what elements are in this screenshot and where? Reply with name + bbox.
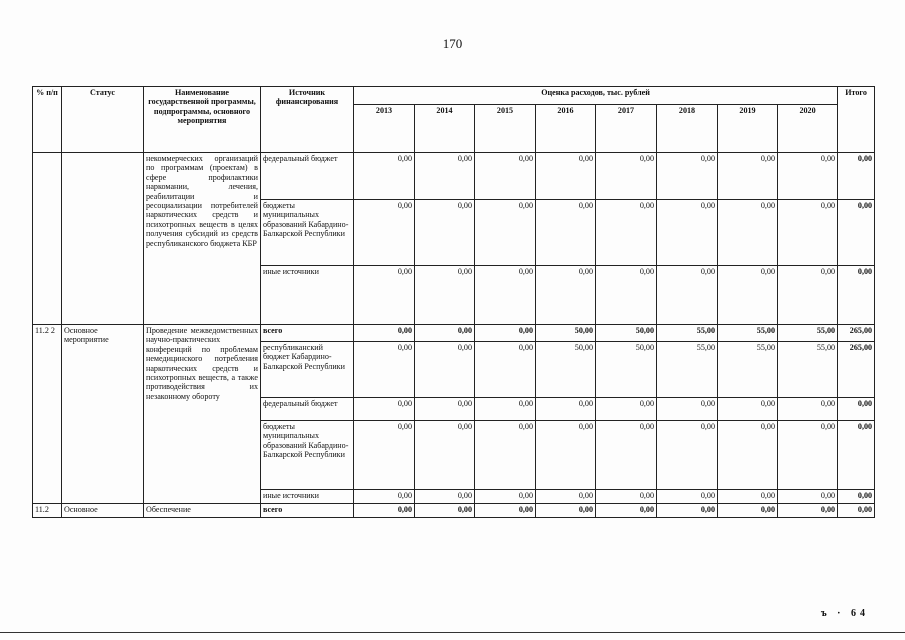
total-cell: 0,00 — [838, 266, 875, 325]
value-cell: 0,00 — [596, 266, 657, 325]
value-cell: 0,00 — [718, 504, 778, 518]
table-row — [33, 153, 875, 200]
value-cell: 0,00 — [415, 421, 475, 490]
value-cell: 50,00 — [596, 325, 657, 342]
total-cell: 0,00 — [838, 398, 875, 421]
value-cell: 0,00 — [596, 200, 657, 266]
value-cell: 0,00 — [354, 266, 415, 325]
header-year: 2015 — [475, 105, 536, 153]
row-num-cell: 11.2 — [33, 504, 62, 518]
row-name-cell: Проведение межведомственных научно-практических конференций по проблемам немедицинского потребления наркотических средств и психотропных веществ, а также противодействия их незаконному обороту — [144, 325, 261, 504]
value-cell: 0,00 — [415, 153, 475, 200]
header-source: Источник финансирования — [261, 87, 354, 153]
value-cell: 0,00 — [718, 398, 778, 421]
header-year: 2017 — [596, 105, 657, 153]
value-cell: 0,00 — [354, 398, 415, 421]
value-cell: 0,00 — [354, 153, 415, 200]
value-cell: 0,00 — [596, 153, 657, 200]
header-year: 2016 — [536, 105, 596, 153]
value-cell: 0,00 — [778, 153, 838, 200]
value-cell: 0,00 — [778, 490, 838, 504]
value-cell: 0,00 — [778, 266, 838, 325]
total-cell: 0,00 — [838, 153, 875, 200]
value-cell: 55,00 — [718, 342, 778, 398]
value-cell: 0,00 — [718, 266, 778, 325]
value-cell: 0,00 — [415, 504, 475, 518]
header-year: 2020 — [778, 105, 838, 153]
value-cell: 50,00 — [536, 325, 596, 342]
value-cell: 0,00 — [657, 153, 718, 200]
row-status-cell: Основное — [62, 504, 144, 518]
value-cell: 0,00 — [657, 200, 718, 266]
value-cell: 0,00 — [536, 504, 596, 518]
value-cell: 0,00 — [596, 398, 657, 421]
total-cell: 0,00 — [838, 504, 875, 518]
value-cell: 0,00 — [354, 200, 415, 266]
source-cell: иные источники — [261, 490, 354, 504]
source-cell: бюджеты муниципальных образований Кабардино-Балкарской Республики — [261, 421, 354, 490]
header-status: Статус — [62, 87, 144, 153]
value-cell: 0,00 — [415, 398, 475, 421]
value-cell: 0,00 — [596, 490, 657, 504]
value-cell: 0,00 — [354, 325, 415, 342]
header-name: Наименование государственной программы, подпрограммы, основного мероприятия — [144, 87, 261, 153]
value-cell: 55,00 — [657, 325, 718, 342]
row-num-cell — [33, 153, 62, 325]
budget-table — [32, 86, 875, 518]
value-cell: 0,00 — [596, 504, 657, 518]
row-status-cell: Основное мероприятие — [62, 325, 144, 504]
value-cell: 0,00 — [475, 325, 536, 342]
value-cell: 0,00 — [596, 421, 657, 490]
total-cell: 0,00 — [838, 421, 875, 490]
total-cell: 265,00 — [838, 325, 875, 342]
value-cell: 0,00 — [475, 200, 536, 266]
source-cell: иные источники — [261, 266, 354, 325]
value-cell: 55,00 — [778, 342, 838, 398]
header-year: 2018 — [657, 105, 718, 153]
value-cell: 0,00 — [475, 421, 536, 490]
value-cell: 0,00 — [415, 266, 475, 325]
source-cell: федеральный бюджет — [261, 398, 354, 421]
value-cell: 0,00 — [718, 200, 778, 266]
header-costs: Оценка расходов, тыс. рублей — [354, 87, 838, 105]
page-number: 170 — [442, 36, 463, 51]
value-cell: 0,00 — [657, 398, 718, 421]
value-cell: 0,00 — [475, 153, 536, 200]
value-cell: 0,00 — [475, 342, 536, 398]
value-cell: 0,00 — [475, 490, 536, 504]
value-cell: 0,00 — [475, 504, 536, 518]
source-cell: всего — [261, 504, 354, 518]
value-cell: 0,00 — [718, 421, 778, 490]
row-name-cell: Обеспечение — [144, 504, 261, 518]
value-cell: 0,00 — [657, 504, 718, 518]
source-cell: бюджеты муниципальных образований Кабардино-Балкарской Республики — [261, 200, 354, 266]
header-year: 2014 — [415, 105, 475, 153]
value-cell: 0,00 — [536, 398, 596, 421]
value-cell: 50,00 — [536, 342, 596, 398]
value-cell: 0,00 — [475, 266, 536, 325]
value-cell: 0,00 — [354, 421, 415, 490]
table-row — [33, 325, 875, 342]
source-cell: всего — [261, 325, 354, 342]
value-cell: 0,00 — [657, 266, 718, 325]
value-cell: 0,00 — [778, 200, 838, 266]
value-cell: 0,00 — [657, 490, 718, 504]
scan-mark: ъ · 64 — [820, 608, 869, 619]
value-cell: 0,00 — [536, 421, 596, 490]
value-cell: 55,00 — [657, 342, 718, 398]
source-cell: федеральный бюджет — [261, 153, 354, 200]
value-cell: 0,00 — [718, 490, 778, 504]
value-cell: 0,00 — [718, 153, 778, 200]
table-row — [33, 504, 875, 518]
value-cell: 0,00 — [415, 200, 475, 266]
header-year: 2013 — [354, 105, 415, 153]
total-cell: 265,00 — [838, 342, 875, 398]
value-cell: 0,00 — [536, 490, 596, 504]
value-cell: 0,00 — [415, 325, 475, 342]
value-cell: 0,00 — [536, 153, 596, 200]
source-cell: республиканский бюджет Кабардино-Балкарской Республики — [261, 342, 354, 398]
page-edge-line — [0, 632, 905, 633]
value-cell: 50,00 — [596, 342, 657, 398]
value-cell: 0,00 — [415, 490, 475, 504]
row-status-cell — [62, 153, 144, 325]
value-cell: 55,00 — [718, 325, 778, 342]
row-name-cell: некоммерческих организаций по программам (проектам) в сфере профилактики наркомании, лечения, реабилитации и ресоциализации потребителей наркотических средств и психотропных веществ в целях получения субсидий из средств республиканского бюджета КБР — [144, 153, 261, 325]
value-cell: 0,00 — [354, 490, 415, 504]
total-cell: 0,00 — [838, 200, 875, 266]
header-year: 2019 — [718, 105, 778, 153]
row-num-cell: 11.2 2 — [33, 325, 62, 504]
total-cell: 0,00 — [838, 490, 875, 504]
value-cell: 0,00 — [778, 421, 838, 490]
value-cell: 0,00 — [536, 200, 596, 266]
value-cell: 0,00 — [354, 342, 415, 398]
value-cell: 0,00 — [354, 504, 415, 518]
value-cell: 55,00 — [778, 325, 838, 342]
header-total: Итого — [838, 87, 875, 153]
value-cell: 0,00 — [657, 421, 718, 490]
header-num: % п/п — [33, 87, 62, 153]
value-cell: 0,00 — [475, 398, 536, 421]
value-cell: 0,00 — [415, 342, 475, 398]
value-cell: 0,00 — [536, 266, 596, 325]
value-cell: 0,00 — [778, 398, 838, 421]
value-cell: 0,00 — [778, 504, 838, 518]
